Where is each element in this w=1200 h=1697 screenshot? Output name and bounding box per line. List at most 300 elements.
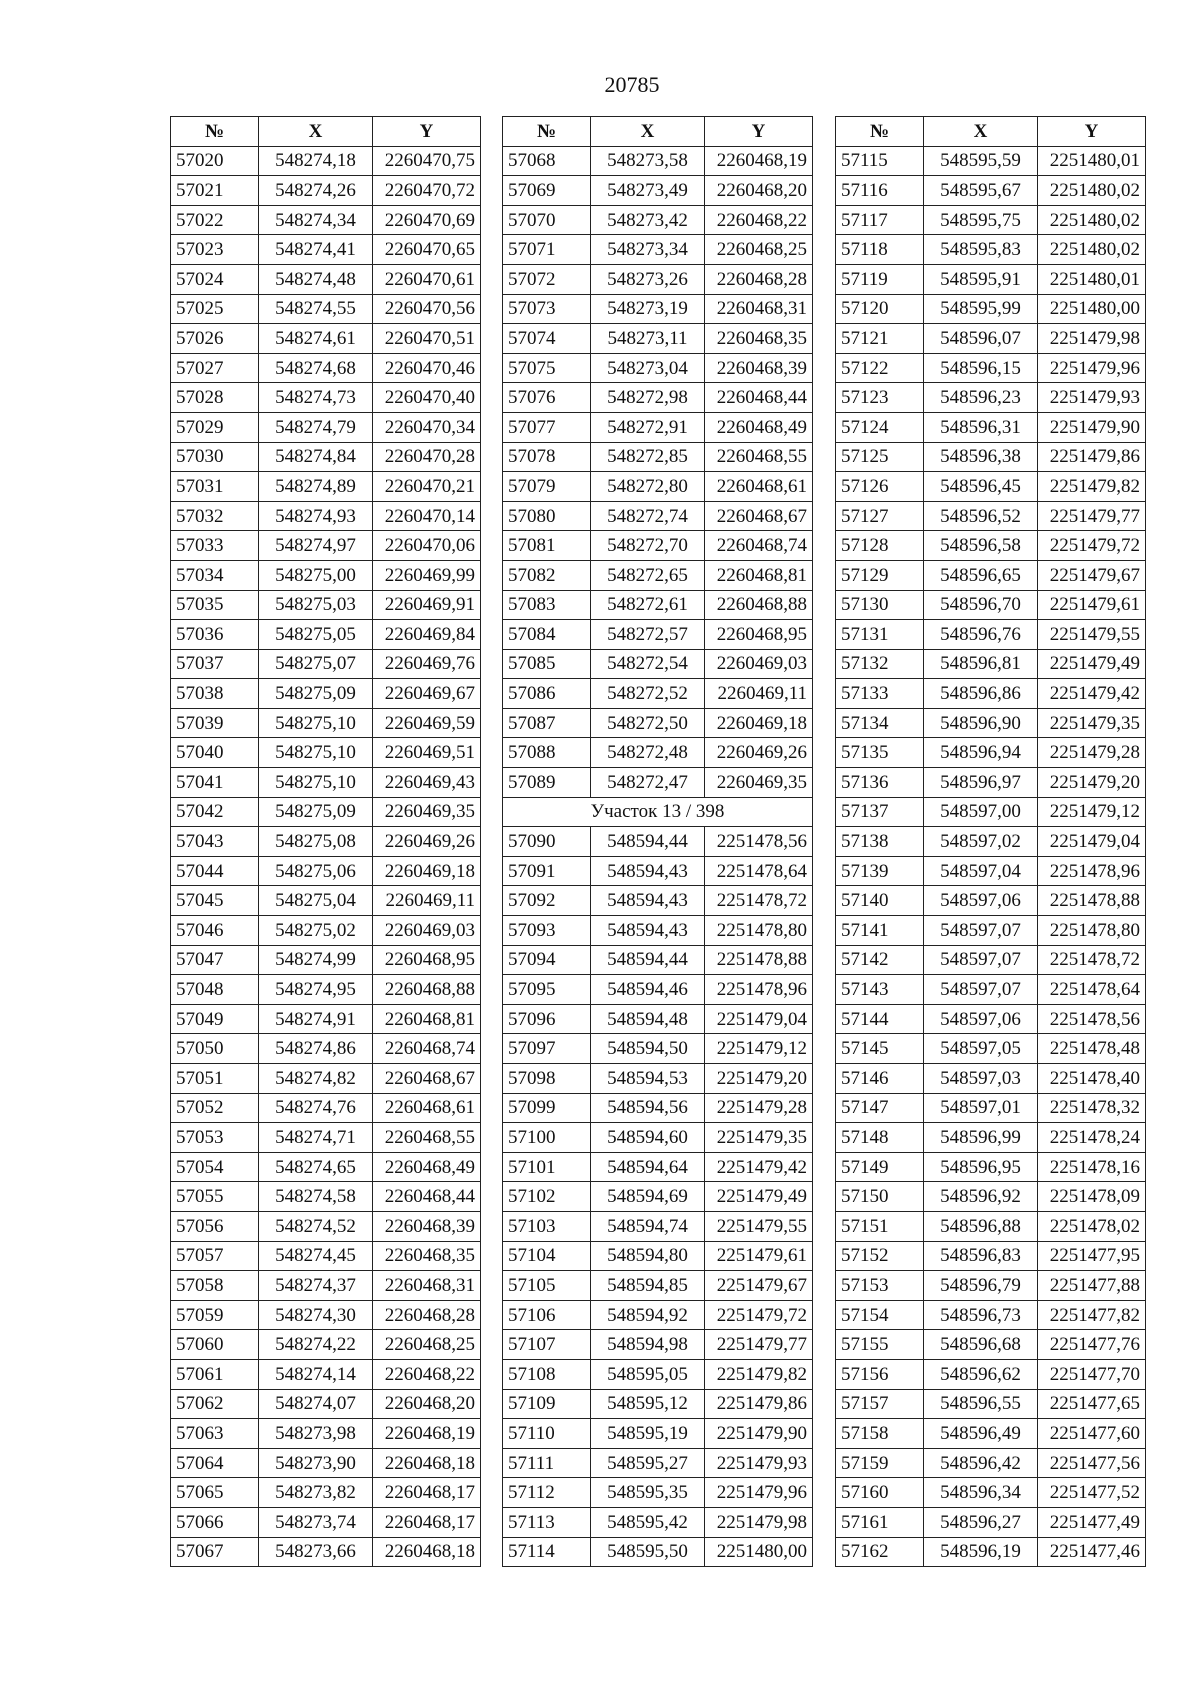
point-number-cell: 57119 — [836, 264, 924, 294]
point-number-cell: 57078 — [503, 442, 591, 472]
table-row — [503, 738, 813, 768]
point-number-cell: 57046 — [171, 916, 259, 946]
table-row — [836, 264, 1146, 294]
y-coordinate-cell: 2260468,18 — [373, 1537, 481, 1567]
y-coordinate-cell: 2251477,76 — [1038, 1330, 1146, 1360]
x-coordinate-cell: 548272,85 — [591, 442, 705, 472]
point-number-cell: 57074 — [503, 324, 591, 354]
table-row — [836, 1004, 1146, 1034]
point-number-cell: 57143 — [836, 975, 924, 1005]
y-coordinate-cell: 2260470,28 — [373, 442, 481, 472]
table-row — [171, 1004, 481, 1034]
point-number-cell: 57103 — [503, 1211, 591, 1241]
y-coordinate-cell: 2251477,88 — [1038, 1271, 1146, 1301]
y-coordinate-cell: 2260468,17 — [373, 1478, 481, 1508]
point-number-cell: 57108 — [503, 1359, 591, 1389]
table-row — [171, 1300, 481, 1330]
table-row — [836, 1537, 1146, 1567]
table-row — [836, 1093, 1146, 1123]
y-coordinate-cell: 2251479,20 — [705, 1064, 813, 1094]
y-coordinate-cell: 2260468,20 — [705, 176, 813, 206]
table-row — [503, 501, 813, 531]
table-row — [836, 146, 1146, 176]
point-number-cell: 57102 — [503, 1182, 591, 1212]
table-row — [836, 738, 1146, 768]
x-coordinate-cell: 548273,42 — [591, 205, 705, 235]
y-coordinate-cell: 2260469,43 — [373, 768, 481, 798]
point-number-cell: 57158 — [836, 1419, 924, 1449]
y-coordinate-cell: 2251477,82 — [1038, 1300, 1146, 1330]
table-row — [503, 1478, 813, 1508]
x-coordinate-cell: 548274,73 — [259, 383, 373, 413]
x-coordinate-cell: 548596,58 — [924, 531, 1038, 561]
point-number-cell: 57118 — [836, 235, 924, 265]
y-coordinate-cell: 2251477,65 — [1038, 1389, 1146, 1419]
x-coordinate-cell: 548595,59 — [924, 146, 1038, 176]
y-coordinate-cell: 2260468,39 — [373, 1211, 481, 1241]
point-number-cell: 57088 — [503, 738, 591, 768]
x-coordinate-cell: 548595,42 — [591, 1507, 705, 1537]
coordinates-table-3 — [835, 116, 1146, 1567]
y-coordinate-cell: 2251477,46 — [1038, 1537, 1146, 1567]
y-coordinate-cell: 2251480,02 — [1038, 176, 1146, 206]
x-coordinate-cell: 548274,18 — [259, 146, 373, 176]
y-coordinate-cell: 2251478,48 — [1038, 1034, 1146, 1064]
point-number-cell: 57113 — [503, 1507, 591, 1537]
x-coordinate-cell: 548274,71 — [259, 1123, 373, 1153]
x-coordinate-cell: 548596,27 — [924, 1507, 1038, 1537]
x-coordinate-cell: 548596,76 — [924, 620, 1038, 650]
table-row — [836, 1182, 1146, 1212]
y-coordinate-cell: 2260469,76 — [373, 649, 481, 679]
point-number-cell: 57154 — [836, 1300, 924, 1330]
table-row — [836, 945, 1146, 975]
table-row — [836, 916, 1146, 946]
column-header-y: Y — [1038, 117, 1146, 147]
table-row — [171, 620, 481, 650]
x-coordinate-cell: 548595,27 — [591, 1448, 705, 1478]
x-coordinate-cell: 548596,86 — [924, 679, 1038, 709]
table-row — [171, 1419, 481, 1449]
x-coordinate-cell: 548274,91 — [259, 1004, 373, 1034]
x-coordinate-cell: 548596,23 — [924, 383, 1038, 413]
point-number-cell: 57051 — [171, 1064, 259, 1094]
x-coordinate-cell: 548274,26 — [259, 176, 373, 206]
y-coordinate-cell: 2260468,81 — [705, 560, 813, 590]
x-coordinate-cell: 548272,47 — [591, 768, 705, 798]
column-header-number: № — [503, 117, 591, 147]
table-row — [503, 975, 813, 1005]
table-row — [503, 1507, 813, 1537]
point-number-cell: 57117 — [836, 205, 924, 235]
table-row — [171, 353, 481, 383]
point-number-cell: 57120 — [836, 294, 924, 324]
table-row — [503, 679, 813, 709]
x-coordinate-cell: 548274,89 — [259, 472, 373, 502]
point-number-cell: 57097 — [503, 1034, 591, 1064]
y-coordinate-cell: 2260469,26 — [373, 827, 481, 857]
y-coordinate-cell: 2260468,31 — [705, 294, 813, 324]
point-number-cell: 57098 — [503, 1064, 591, 1094]
y-coordinate-cell: 2260468,67 — [705, 501, 813, 531]
point-number-cell: 57021 — [171, 176, 259, 206]
table-row — [836, 560, 1146, 590]
y-coordinate-cell: 2251477,70 — [1038, 1359, 1146, 1389]
point-number-cell: 57020 — [171, 146, 259, 176]
point-number-cell: 57049 — [171, 1004, 259, 1034]
point-number-cell: 57091 — [503, 856, 591, 886]
table-row — [836, 1211, 1146, 1241]
y-coordinate-cell: 2260468,44 — [705, 383, 813, 413]
table-row — [171, 1241, 481, 1271]
table-row — [171, 264, 481, 294]
y-coordinate-cell: 2260468,25 — [705, 235, 813, 265]
x-coordinate-cell: 548594,50 — [591, 1034, 705, 1064]
point-number-cell: 57077 — [503, 412, 591, 442]
x-coordinate-cell: 548272,57 — [591, 620, 705, 650]
table-row — [836, 1123, 1146, 1153]
table-row — [836, 1419, 1146, 1449]
x-coordinate-cell: 548594,44 — [591, 827, 705, 857]
y-coordinate-cell: 2251478,32 — [1038, 1093, 1146, 1123]
point-number-cell: 57032 — [171, 501, 259, 531]
y-coordinate-cell: 2251478,64 — [1038, 975, 1146, 1005]
point-number-cell: 57161 — [836, 1507, 924, 1537]
x-coordinate-cell: 548274,14 — [259, 1359, 373, 1389]
point-number-cell: 57132 — [836, 649, 924, 679]
point-number-cell: 57064 — [171, 1448, 259, 1478]
point-number-cell: 57042 — [171, 797, 259, 827]
y-coordinate-cell: 2260469,18 — [705, 708, 813, 738]
y-coordinate-cell: 2260468,18 — [373, 1448, 481, 1478]
x-coordinate-cell: 548272,61 — [591, 590, 705, 620]
x-coordinate-cell: 548272,48 — [591, 738, 705, 768]
y-coordinate-cell: 2260470,46 — [373, 353, 481, 383]
table-row — [503, 649, 813, 679]
table-row — [836, 353, 1146, 383]
table-row — [171, 1478, 481, 1508]
x-coordinate-cell: 548597,01 — [924, 1093, 1038, 1123]
point-number-cell: 57090 — [503, 827, 591, 857]
point-number-cell: 57055 — [171, 1182, 259, 1212]
x-coordinate-cell: 548596,49 — [924, 1419, 1038, 1449]
table-row — [171, 1537, 481, 1567]
x-coordinate-cell: 548274,52 — [259, 1211, 373, 1241]
x-coordinate-cell: 548274,99 — [259, 945, 373, 975]
point-number-cell: 57087 — [503, 708, 591, 738]
point-number-cell: 57067 — [171, 1537, 259, 1567]
point-number-cell: 57058 — [171, 1271, 259, 1301]
y-coordinate-cell: 2251479,04 — [705, 1004, 813, 1034]
y-coordinate-cell: 2251478,56 — [705, 827, 813, 857]
x-coordinate-cell: 548595,50 — [591, 1537, 705, 1567]
y-coordinate-cell: 2251478,96 — [705, 975, 813, 1005]
table-row — [836, 205, 1146, 235]
y-coordinate-cell: 2260470,40 — [373, 383, 481, 413]
y-coordinate-cell: 2260468,31 — [373, 1271, 481, 1301]
point-number-cell: 57122 — [836, 353, 924, 383]
column-header-number: № — [836, 117, 924, 147]
point-number-cell: 57040 — [171, 738, 259, 768]
table-row — [171, 560, 481, 590]
point-number-cell: 57038 — [171, 679, 259, 709]
table-row — [171, 235, 481, 265]
y-coordinate-cell: 2251479,98 — [1038, 324, 1146, 354]
point-number-cell: 57106 — [503, 1300, 591, 1330]
x-coordinate-cell: 548594,92 — [591, 1300, 705, 1330]
y-coordinate-cell: 2260468,20 — [373, 1389, 481, 1419]
point-number-cell: 57134 — [836, 708, 924, 738]
point-number-cell: 57034 — [171, 560, 259, 590]
table-row — [503, 590, 813, 620]
table-row — [171, 975, 481, 1005]
point-number-cell: 57092 — [503, 886, 591, 916]
point-number-cell: 57081 — [503, 531, 591, 561]
x-coordinate-cell: 548596,34 — [924, 1478, 1038, 1508]
y-coordinate-cell: 2251480,00 — [1038, 294, 1146, 324]
table-row — [836, 1300, 1146, 1330]
y-coordinate-cell: 2251479,86 — [1038, 442, 1146, 472]
table-row — [503, 1064, 813, 1094]
column-header-x: X — [259, 117, 373, 147]
table-row — [171, 531, 481, 561]
y-coordinate-cell: 2260469,03 — [373, 916, 481, 946]
point-number-cell: 57089 — [503, 768, 591, 798]
table-row — [171, 501, 481, 531]
point-number-cell: 57084 — [503, 620, 591, 650]
point-number-cell: 57066 — [171, 1507, 259, 1537]
x-coordinate-cell: 548274,37 — [259, 1271, 373, 1301]
table-row — [171, 827, 481, 857]
x-coordinate-cell: 548594,53 — [591, 1064, 705, 1094]
point-number-cell: 57107 — [503, 1330, 591, 1360]
x-coordinate-cell: 548275,09 — [259, 797, 373, 827]
y-coordinate-cell: 2260470,61 — [373, 264, 481, 294]
point-number-cell: 57073 — [503, 294, 591, 324]
table-row — [836, 1448, 1146, 1478]
y-coordinate-cell: 2251479,96 — [705, 1478, 813, 1508]
table-row — [836, 294, 1146, 324]
point-number-cell: 57025 — [171, 294, 259, 324]
point-number-cell: 57079 — [503, 472, 591, 502]
x-coordinate-cell: 548273,90 — [259, 1448, 373, 1478]
table-row — [171, 738, 481, 768]
y-coordinate-cell: 2251479,04 — [1038, 827, 1146, 857]
table-row — [503, 1300, 813, 1330]
table-row — [171, 1448, 481, 1478]
y-coordinate-cell: 2260469,91 — [373, 590, 481, 620]
point-number-cell: 57139 — [836, 856, 924, 886]
y-coordinate-cell: 2251480,02 — [1038, 205, 1146, 235]
y-coordinate-cell: 2260469,35 — [373, 797, 481, 827]
x-coordinate-cell: 548273,82 — [259, 1478, 373, 1508]
y-coordinate-cell: 2260470,21 — [373, 472, 481, 502]
point-number-cell: 57068 — [503, 146, 591, 176]
point-number-cell: 57160 — [836, 1478, 924, 1508]
table-row — [836, 768, 1146, 798]
x-coordinate-cell: 548596,88 — [924, 1211, 1038, 1241]
y-coordinate-cell: 2251479,86 — [705, 1389, 813, 1419]
table-row — [503, 1182, 813, 1212]
x-coordinate-cell: 548273,04 — [591, 353, 705, 383]
y-coordinate-cell: 2251479,12 — [1038, 797, 1146, 827]
y-coordinate-cell: 2251479,72 — [705, 1300, 813, 1330]
x-coordinate-cell: 548596,95 — [924, 1152, 1038, 1182]
table-header-row — [836, 117, 1146, 147]
table-row — [171, 916, 481, 946]
x-coordinate-cell: 548594,60 — [591, 1123, 705, 1153]
x-coordinate-cell: 548595,99 — [924, 294, 1038, 324]
point-number-cell: 57105 — [503, 1271, 591, 1301]
y-coordinate-cell: 2260468,67 — [373, 1064, 481, 1094]
y-coordinate-cell: 2260469,03 — [705, 649, 813, 679]
x-coordinate-cell: 548596,83 — [924, 1241, 1038, 1271]
column-header-y: Y — [705, 117, 813, 147]
y-coordinate-cell: 2260470,75 — [373, 146, 481, 176]
y-coordinate-cell: 2260469,11 — [705, 679, 813, 709]
x-coordinate-cell: 548272,65 — [591, 560, 705, 590]
x-coordinate-cell: 548273,11 — [591, 324, 705, 354]
table-row — [836, 886, 1146, 916]
table-row — [503, 945, 813, 975]
table-row — [836, 1241, 1146, 1271]
x-coordinate-cell: 548596,68 — [924, 1330, 1038, 1360]
x-coordinate-cell: 548274,79 — [259, 412, 373, 442]
table-row — [836, 975, 1146, 1005]
y-coordinate-cell: 2251479,67 — [1038, 560, 1146, 590]
x-coordinate-cell: 548273,34 — [591, 235, 705, 265]
y-coordinate-cell: 2260468,17 — [373, 1507, 481, 1537]
y-coordinate-cell: 2251478,80 — [705, 916, 813, 946]
x-coordinate-cell: 548597,07 — [924, 916, 1038, 946]
y-coordinate-cell: 2251478,64 — [705, 856, 813, 886]
x-coordinate-cell: 548595,19 — [591, 1419, 705, 1449]
y-coordinate-cell: 2260470,72 — [373, 176, 481, 206]
y-coordinate-cell: 2260469,26 — [705, 738, 813, 768]
table-row — [836, 797, 1146, 827]
y-coordinate-cell: 2251478,40 — [1038, 1064, 1146, 1094]
point-number-cell: 57096 — [503, 1004, 591, 1034]
point-number-cell: 57053 — [171, 1123, 259, 1153]
point-number-cell: 57069 — [503, 176, 591, 206]
y-coordinate-cell: 2260470,51 — [373, 324, 481, 354]
table-row — [836, 324, 1146, 354]
x-coordinate-cell: 548274,93 — [259, 501, 373, 531]
column-header-x: X — [591, 117, 705, 147]
x-coordinate-cell: 548273,58 — [591, 146, 705, 176]
table-row — [171, 1389, 481, 1419]
table-row — [503, 176, 813, 206]
table-row — [503, 412, 813, 442]
point-number-cell: 57083 — [503, 590, 591, 620]
point-number-cell: 57065 — [171, 1478, 259, 1508]
x-coordinate-cell: 548272,98 — [591, 383, 705, 413]
point-number-cell: 57056 — [171, 1211, 259, 1241]
y-coordinate-cell: 2251479,96 — [1038, 353, 1146, 383]
point-number-cell: 57052 — [171, 1093, 259, 1123]
point-number-cell: 57037 — [171, 649, 259, 679]
table-row — [503, 383, 813, 413]
table-row — [836, 1271, 1146, 1301]
table-row — [836, 1478, 1146, 1508]
y-coordinate-cell: 2260470,56 — [373, 294, 481, 324]
point-number-cell: 57036 — [171, 620, 259, 650]
y-coordinate-cell: 2260468,22 — [373, 1359, 481, 1389]
x-coordinate-cell: 548275,08 — [259, 827, 373, 857]
y-coordinate-cell: 2251477,56 — [1038, 1448, 1146, 1478]
point-number-cell: 57123 — [836, 383, 924, 413]
point-number-cell: 57023 — [171, 235, 259, 265]
table-row — [836, 590, 1146, 620]
table-row — [836, 1359, 1146, 1389]
column-header-number: № — [171, 117, 259, 147]
x-coordinate-cell: 548275,04 — [259, 886, 373, 916]
y-coordinate-cell: 2251478,72 — [1038, 945, 1146, 975]
x-coordinate-cell: 548597,02 — [924, 827, 1038, 857]
table-row — [171, 768, 481, 798]
y-coordinate-cell: 2251479,98 — [705, 1507, 813, 1537]
y-coordinate-cell: 2251478,72 — [705, 886, 813, 916]
y-coordinate-cell: 2251477,49 — [1038, 1507, 1146, 1537]
x-coordinate-cell: 548596,45 — [924, 472, 1038, 502]
x-coordinate-cell: 548595,91 — [924, 264, 1038, 294]
point-number-cell: 57148 — [836, 1123, 924, 1153]
point-number-cell: 57027 — [171, 353, 259, 383]
x-coordinate-cell: 548274,86 — [259, 1034, 373, 1064]
x-coordinate-cell: 548596,55 — [924, 1389, 1038, 1419]
y-coordinate-cell: 2251479,28 — [1038, 738, 1146, 768]
x-coordinate-cell: 548596,97 — [924, 768, 1038, 798]
y-coordinate-cell: 2260469,99 — [373, 560, 481, 590]
x-coordinate-cell: 548596,90 — [924, 708, 1038, 738]
point-number-cell: 57085 — [503, 649, 591, 679]
y-coordinate-cell: 2251479,49 — [705, 1182, 813, 1212]
table-row — [503, 1034, 813, 1064]
table-row — [836, 531, 1146, 561]
y-coordinate-cell: 2251478,88 — [1038, 886, 1146, 916]
x-coordinate-cell: 548595,83 — [924, 235, 1038, 265]
y-coordinate-cell: 2251478,56 — [1038, 1004, 1146, 1034]
x-coordinate-cell: 548594,43 — [591, 916, 705, 946]
x-coordinate-cell: 548597,06 — [924, 1004, 1038, 1034]
x-coordinate-cell: 548596,38 — [924, 442, 1038, 472]
point-number-cell: 57028 — [171, 383, 259, 413]
y-coordinate-cell: 2260468,25 — [373, 1330, 481, 1360]
point-number-cell: 57054 — [171, 1152, 259, 1182]
table-row — [503, 1537, 813, 1567]
y-coordinate-cell: 2251478,80 — [1038, 916, 1146, 946]
table-row — [836, 1034, 1146, 1064]
point-number-cell: 57048 — [171, 975, 259, 1005]
y-coordinate-cell: 2260468,74 — [705, 531, 813, 561]
x-coordinate-cell: 548274,55 — [259, 294, 373, 324]
page-number: 20785 — [604, 72, 660, 97]
x-coordinate-cell: 548274,48 — [259, 264, 373, 294]
table-row — [171, 679, 481, 709]
y-coordinate-cell: 2260469,67 — [373, 679, 481, 709]
table-row — [171, 205, 481, 235]
x-coordinate-cell: 548596,65 — [924, 560, 1038, 590]
y-coordinate-cell: 2260468,88 — [705, 590, 813, 620]
x-coordinate-cell: 548595,75 — [924, 205, 1038, 235]
point-number-cell: 57041 — [171, 768, 259, 798]
y-coordinate-cell: 2260468,81 — [373, 1004, 481, 1034]
point-number-cell: 57061 — [171, 1359, 259, 1389]
x-coordinate-cell: 548594,64 — [591, 1152, 705, 1182]
table-row — [836, 472, 1146, 502]
y-coordinate-cell: 2260469,84 — [373, 620, 481, 650]
table-row — [171, 442, 481, 472]
